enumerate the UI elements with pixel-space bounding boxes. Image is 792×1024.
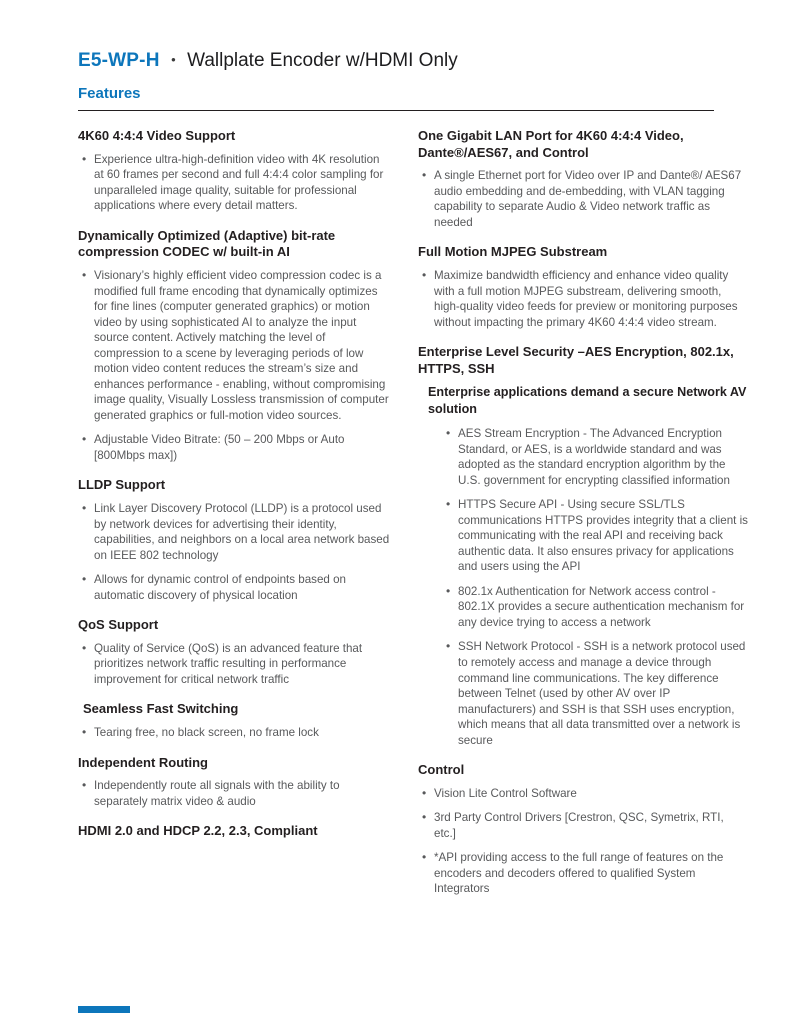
- feature-bullet: • Tearing free, no black screen, no frame lock: [78, 725, 392, 741]
- model-number: E5-WP-H: [78, 50, 160, 71]
- feature-bullet: • Allows for dynamic control of endpoints based on automatic discovery of physical location: [78, 572, 392, 603]
- feature-heading: QoS Support: [78, 617, 159, 633]
- feature-bullet: • Maximize bandwidth efficiency and enhance video quality with a full motion MJPEG substream, delivering smooth, high-quality video feeds for preview or monitoring purposes without impacting the primary 4K60 4:4:4 video stream.: [418, 268, 748, 330]
- feature-section-security: [418, 344, 748, 748]
- feature-bullets: [78, 725, 392, 741]
- feature-heading: Seamless Fast Switching: [83, 701, 239, 717]
- feature-bullet: • Quality of Service (QoS) is an advanced feature that prioritizes network traffic resulting in performance improvement for critical network traffic: [78, 641, 392, 688]
- feature-bullets: [78, 268, 392, 463]
- header-divider: [78, 110, 714, 111]
- feature-heading: HDMI 2.0 and HDCP 2.2, 2.3, Compliant: [78, 823, 318, 839]
- bullet-separator-icon: •: [171, 52, 176, 67]
- feature-section-mjpeg: [418, 244, 748, 330]
- feature-heading: 4K60 4:4:4 Video Support: [78, 128, 236, 143]
- feature-section-control: [418, 762, 748, 897]
- feature-bullet: • *API providing access to the full range of features on the encoders and decoders offered to qualified System Integrators: [418, 850, 748, 897]
- feature-section-fast-switching: [78, 701, 392, 740]
- feature-heading: Dynamically Optimized (Adaptive) bit-rate compression CODEC w/ built-in AI: [78, 227, 336, 260]
- left-column: [78, 126, 392, 906]
- feature-bullet: • 3rd Party Control Drivers [Crestron, QSC, Symetrix, RTI, etc.]: [418, 810, 748, 841]
- feature-bullets: [418, 786, 748, 897]
- feature-bullet: • Link Layer Discovery Protocol (LLDP) is a protocol used by network devices for advertising their identity, capabilities, and neighbors on a local area network based on IEEE 802 technology: [78, 501, 392, 563]
- feature-bullet: • Visionary’s highly efficient video compression codec is a modified full frame encoding that dynamically optimizes for fine lines (computer generated graphics) or motion video by using sophisticated AI to analyze the input source content. Actively matching the level of compression to a scene by leveraging periods of low motion video content reduces the stream’s size and enhances performance - enabling, without compromising image quality, Visually Lossless transmission of computer generated graphics or full-motion video sources.: [78, 268, 392, 423]
- feature-section-independent-routing: [78, 755, 392, 810]
- feature-bullet: • Adjustable Video Bitrate: (50 – 200 Mbps or Auto [800Mbps max]): [78, 432, 392, 463]
- document-header: [78, 50, 732, 72]
- feature-bullet: • Independently route all signals with the ability to separately matrix video & audio: [78, 778, 392, 809]
- page-accent-bar: [78, 1006, 130, 1013]
- feature-heading: Independent Routing: [78, 754, 208, 770]
- feature-bullet: • A single Ethernet port for Video over IP and Dante®/ AES67 audio embedding and de-embedding, with VLAN tagging capability to separate Audio & Video network traffic as needed: [418, 168, 748, 230]
- two-column-layout: [78, 126, 748, 906]
- feature-bullet: • HTTPS Secure API - Using secure SSL/TLS communications HTTPS provides integrity that a client is communicating with the real API and receiving back authentic data. It also ensures privacy for applications and users using the API: [442, 497, 748, 575]
- feature-bullet: • AES Stream Encryption - The Advanced Encryption Standard, or AES, is a worldwide standard and was adopted as the standard encryption algorithm by the U.S. government for encrypting classified information: [442, 426, 748, 488]
- feature-bullets: [442, 426, 748, 748]
- feature-bullets: [418, 168, 748, 230]
- feature-section-4k60: [78, 128, 392, 214]
- feature-bullets: [78, 152, 392, 214]
- feature-bullets: [78, 641, 392, 688]
- feature-section-qos: [78, 617, 392, 687]
- feature-bullets: [78, 501, 392, 603]
- feature-section-lldp: [78, 477, 392, 603]
- feature-section-codec: [78, 228, 392, 464]
- features-section-title: Features: [78, 85, 141, 102]
- feature-bullet: • 802.1x Authentication for Network access control - 802.1X provides a secure authentication mechanism for any device trying to access a network: [442, 584, 748, 631]
- right-column: [418, 126, 748, 906]
- feature-bullet: • SSH Network Protocol - SSH is a network protocol used to remotely access and manage a device through command line communications. The key difference between Telnet (used by other AV over IP manufacturers) and SSH is that SSH uses encryption, which means that all data transmitted over a network is secure: [442, 639, 748, 748]
- feature-bullet: • Experience ultra-high-definition video with 4K resolution at 60 frames per second and full 4:4:4 color sampling for unparalleled image quality, suitable for professional applications where every detail matters.: [78, 152, 392, 214]
- product-title: Wallplate Encoder w/HDMI Only: [187, 50, 458, 71]
- feature-bullets: [78, 778, 392, 809]
- feature-section-lan-port: [418, 128, 748, 230]
- feature-heading: LLDP Support: [78, 477, 166, 493]
- feature-subheading: Enterprise applications demand a secure Network AV solution: [428, 385, 747, 416]
- feature-heading: Control: [418, 762, 465, 778]
- feature-heading: One Gigabit LAN Port for 4K60 4:4:4 Video, Dante®/AES67, and Control: [418, 128, 684, 160]
- feature-heading: Enterprise Level Security –AES Encryption, 802.1x, HTTPS, SSH: [418, 344, 734, 376]
- feature-heading: Full Motion MJPEG Substream: [418, 244, 608, 260]
- feature-bullet: • Vision Lite Control Software: [418, 786, 748, 802]
- feature-section-hdmi-hdcp: [78, 823, 392, 840]
- feature-bullets: [418, 268, 748, 330]
